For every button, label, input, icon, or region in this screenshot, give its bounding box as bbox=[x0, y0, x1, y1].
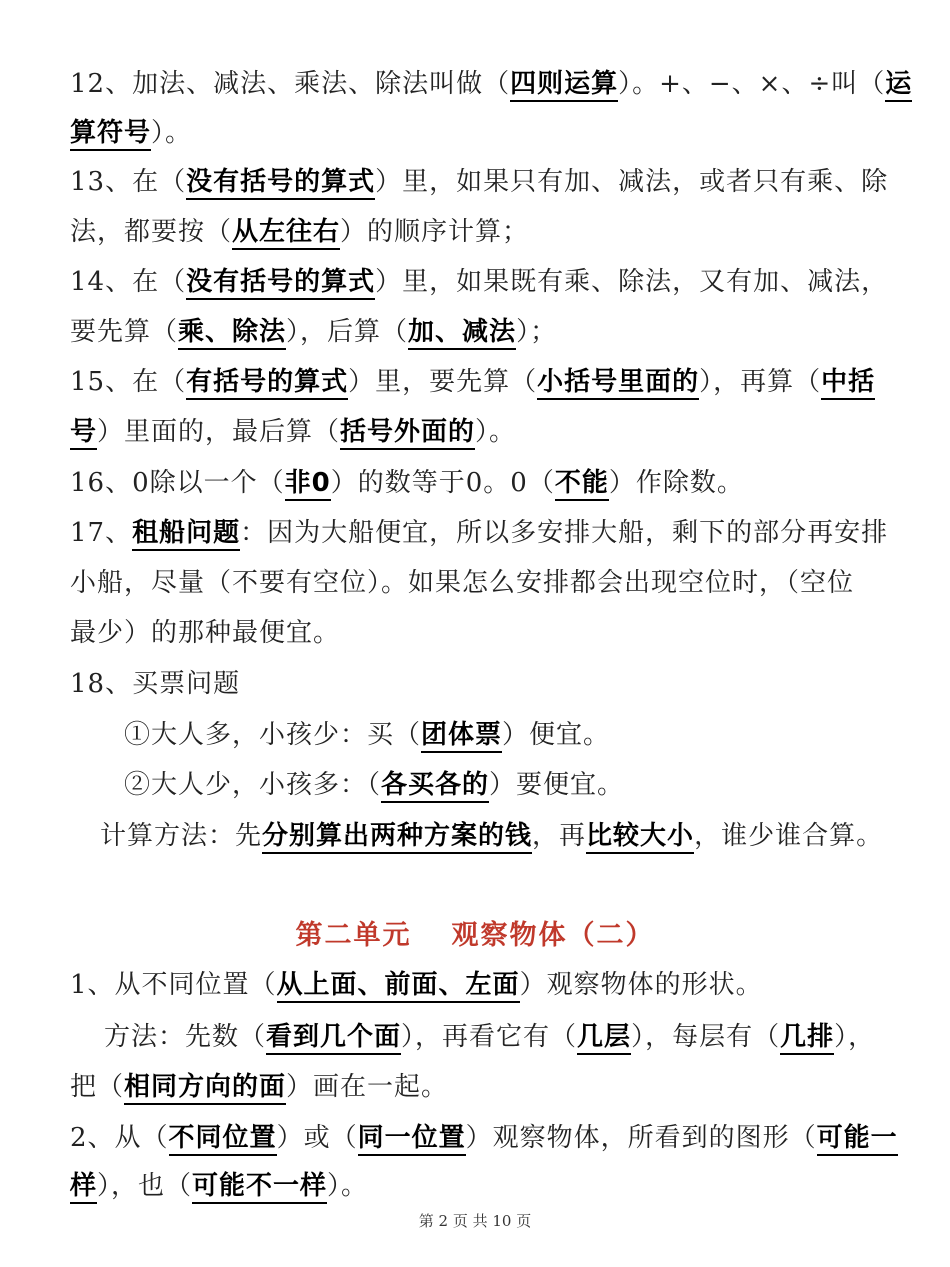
unit-title: 观察物体（二） bbox=[451, 920, 655, 951]
answer-blank: 算符号 bbox=[70, 118, 151, 151]
item-16: 16、0除以一个（非0）的数等于0。0（不能）作除数。 bbox=[70, 465, 744, 501]
section-heading bbox=[0, 918, 950, 954]
unit2-item-2-line-1: 2、从（不同位置）或（同一位置）观察物体，所看到的图形（可能一 bbox=[70, 1120, 898, 1156]
item-13-line-2: 法，都要按（从左往右）的顺序计算； bbox=[70, 214, 529, 250]
answer-blank: 看到几个面 bbox=[266, 1022, 401, 1055]
item-18-title: 18、买票问题 bbox=[70, 669, 241, 699]
answer-blank: 中括 bbox=[821, 367, 875, 400]
item-17-line-3: 最少）的那种最便宜。 bbox=[70, 618, 341, 648]
answer-blank: 没有括号的算式 bbox=[186, 267, 375, 300]
answer-blank: 分别算出两种方案的钱 bbox=[262, 821, 532, 854]
answer-blank: 四则运算 bbox=[510, 69, 618, 102]
item-15-line-1: 15、在（有括号的算式）里，要先算（小括号里面的），再算（中括 bbox=[70, 364, 875, 400]
answer-blank: 从左往右 bbox=[232, 217, 340, 250]
answer-blank: 括号外面的 bbox=[340, 417, 475, 450]
answer-blank: 不同位置 bbox=[169, 1123, 277, 1156]
answer-blank: 号 bbox=[70, 417, 97, 450]
answer-blank: 加、减法 bbox=[408, 317, 516, 350]
answer-blank: 不能 bbox=[555, 468, 609, 501]
answer-blank: 同一位置 bbox=[358, 1123, 466, 1156]
answer-blank: 从上面、前面、左面 bbox=[277, 970, 520, 1003]
answer-blank: 几排 bbox=[780, 1022, 834, 1055]
answer-blank: 可能不一样 bbox=[192, 1171, 327, 1204]
answer-blank: 比较大小 bbox=[586, 821, 694, 854]
answer-blank: 运 bbox=[885, 69, 912, 102]
answer-blank: 小括号里面的 bbox=[537, 367, 699, 400]
unit-label: 第二单元 bbox=[295, 920, 412, 951]
item-18-case-1: ①大人多，小孩少：买（团体票）便宜。 bbox=[124, 717, 610, 753]
unit2-method-line-1: 方法：先数（看到几个面），再看它有（几层），每层有（几排）， bbox=[104, 1019, 875, 1055]
answer-blank: 有括号的算式 bbox=[186, 367, 348, 400]
answer-blank: 团体票 bbox=[421, 720, 502, 753]
answer-blank: 几层 bbox=[577, 1022, 631, 1055]
item-18-method: 计算方法：先分别算出两种方案的钱，再比较大小，谁少谁合算。 bbox=[100, 818, 883, 854]
item-17-line-2: 小船，尽量（不要有空位）。如果怎么安排都会出现空位时，（空位 bbox=[70, 568, 855, 598]
item-14-line-1: 14、在（没有括号的算式）里，如果既有乘、除法，又有加、减法， bbox=[70, 264, 888, 300]
unit2-item-2-line-2: 样），也（可能不一样）。 bbox=[70, 1168, 368, 1204]
item-15-line-2: 号）里面的，最后算（括号外面的）。 bbox=[70, 414, 516, 450]
page-number-footer: 第 2 页 共 10 页 bbox=[418, 1212, 532, 1230]
answer-blank: 乘、除法 bbox=[178, 317, 286, 350]
answer-blank: 可能一 bbox=[817, 1123, 898, 1156]
unit2-item-1: 1、从不同位置（从上面、前面、左面）观察物体的形状。 bbox=[70, 967, 763, 1003]
item-12-line-1: 12、加法、减法、乘法、除法叫做（四则运算）。+、−、×、÷叫（运 bbox=[70, 66, 912, 102]
answer-blank: 各买各的 bbox=[381, 770, 489, 803]
answer-blank: 样 bbox=[70, 1171, 97, 1204]
unit2-method-line-2: 把（相同方向的面）画在一起。 bbox=[70, 1069, 448, 1105]
answer-blank: 相同方向的面 bbox=[124, 1072, 286, 1105]
item-14-line-2: 要先算（乘、除法），后算（加、减法）； bbox=[70, 314, 557, 350]
item-17-line-1: 17、租船问题：因为大船便宜，所以多安排大船，剩下的部分再安排 bbox=[70, 515, 888, 551]
answer-blank: 非0 bbox=[285, 468, 331, 501]
item-12-line-2: 算符号）。 bbox=[70, 115, 192, 151]
answer-blank: 没有括号的算式 bbox=[186, 167, 375, 200]
item-13-line-1: 13、在（没有括号的算式）里，如果只有加、减法，或者只有乘、除 bbox=[70, 164, 888, 200]
item-18-case-2: ②大人少，小孩多：（各买各的）要便宜。 bbox=[124, 767, 624, 803]
answer-blank: 租船问题 bbox=[132, 518, 240, 551]
